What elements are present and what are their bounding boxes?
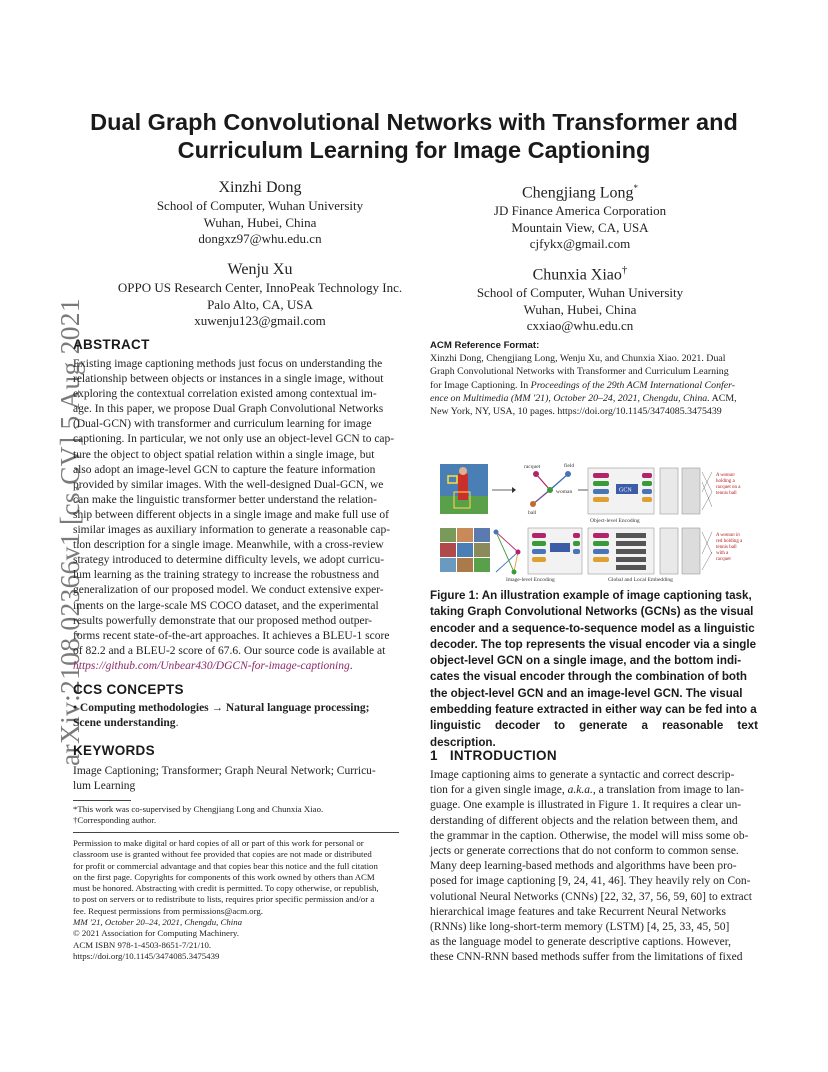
acm-ref-text: for Image Captioning. In — [430, 379, 531, 391]
gcn-label: GCN — [619, 487, 632, 494]
label-woman: woman — [556, 489, 573, 495]
intro-line: as the language model to generate descriptive captions. However, — [430, 936, 731, 949]
abstract-line: relationship between objects or instances in a single image, without — [73, 373, 384, 386]
author-email[interactable]: cjfykx@gmail.com — [529, 236, 631, 252]
author-name-text: Chunxia Xiao — [532, 266, 622, 284]
object-graph — [524, 462, 574, 516]
tennis-photo — [440, 464, 488, 514]
author-mark: † — [621, 264, 628, 276]
acm-ref-text: ACM, — [709, 392, 737, 404]
author-block-2 — [410, 178, 750, 253]
decoder-block-bottom — [682, 528, 700, 574]
doi-line[interactable]: https://doi.org/10.1145/3474085.3475439 — [73, 950, 220, 961]
author-location: Mountain View, CA, USA — [511, 219, 649, 235]
abstract-line: results powerfully demonstrate that our proposed method outper- — [73, 614, 373, 627]
acm-ref-heading: ACM Reference Format: — [430, 340, 540, 351]
permission-block — [73, 838, 399, 962]
output-caption-bottom-1: A woman in — [716, 533, 740, 538]
keywords-line-1: Image Captioning; Transformer; Graph Neural Network; Curricu- — [73, 765, 376, 777]
abstract-line: provided by similar images. With the well-designed Dual-GCN, we — [73, 478, 384, 491]
intro-line: Many deep learning-based methods and algorithms have been pro- — [430, 860, 737, 873]
caption-line: object-level GCN on a single image, and the bottom indi- — [430, 654, 742, 668]
author-location: Wuhan, Hubei, China — [523, 301, 637, 317]
decoder-net-bottom — [702, 532, 712, 570]
abstract-line: tion description for a single image. Meanwhile, with a cross-review — [73, 539, 384, 552]
abstract-line: strategy introduced to determine difficulty levels, we adopt curricu- — [73, 554, 385, 567]
intro-line — [430, 783, 758, 798]
author-name: Xinzhi Dong — [218, 179, 302, 196]
figure-1 — [440, 462, 758, 582]
ccs-line-2: Scene understanding. — [73, 717, 179, 730]
output-caption-bottom-4: with a — [716, 551, 729, 556]
abstract-heading: ABSTRACT — [73, 337, 150, 352]
arxiv-identifier[interactable]: arXiv:2108.02366v1 [cs.CV] 5 Aug 2021 — [54, 298, 85, 766]
acm-ref-line: Xinzhi Dong, Chengjiang Long, Wenju Xu, and Chunxia Xiao. 2021. Dual — [430, 353, 726, 364]
author-name — [410, 178, 750, 203]
caption-line: cates the visual encoder through the combination of both — [430, 670, 747, 684]
author-affiliation: JD Finance America Corporation — [493, 203, 667, 219]
author-block-3 — [95, 260, 425, 330]
caption-line: Figure 1: An illustration example of image captioning task, — [430, 589, 752, 602]
embedding-block — [660, 468, 678, 514]
intro-line: guage. One example is illustrated in Figure 1. It requires a clear un- — [430, 799, 742, 812]
caption-line: encoder and a sequence-to-sequence model as a linguistic — [430, 621, 755, 635]
footnote-star: *This work was co-supervised by Chengjiang Long and Chunxia Xiao. — [73, 804, 324, 814]
abstract-line: ture the object to object spatial relation within a single image, but — [73, 448, 375, 461]
acm-ref-proceedings: Proceedings of the 29th ACM International Confer- — [530, 379, 736, 391]
ccs-body — [73, 701, 399, 731]
acm-ref-line — [430, 379, 758, 392]
acm-ref-line: New York, NY, USA, 10 pages. https://doi.org/10.1145/3474085.3475439 — [430, 406, 722, 418]
intro-line: the grammar in the caption. Otherwise, the model will miss some ob- — [430, 829, 749, 842]
arrowhead — [512, 487, 516, 493]
source-code-link[interactable]: https://github.com/Unbear430/DGCN-for-image-captioning — [73, 659, 350, 672]
caption-line: embedding feature extracted in either way can be fed into a — [430, 703, 757, 717]
conference-line: MM '21, October 20–24, 2021, Chengdu, China — [73, 917, 243, 928]
abstract-line: age. In this paper, we propose Dual Graph Convolutional Networks — [73, 403, 384, 416]
author-affiliation: School of Computer, Wuhan University — [476, 285, 684, 301]
intro-line: Image captioning aims to generate a syntactic and correct descrip- — [430, 769, 735, 781]
section-number: 1 — [430, 748, 438, 763]
decoder-net-top — [702, 472, 712, 510]
output-caption-top-3: racquet on a — [716, 485, 741, 490]
intro-line: posed for image captioning [9, 24, 41, 46]. They heavily rely on Con- — [430, 875, 751, 888]
intro-body — [430, 768, 758, 966]
output-caption-top-1: A woman — [716, 473, 735, 478]
abstract-line: (Dual-GCN) with transformer and curriculum learning for image — [73, 418, 372, 431]
output-caption-bottom-3: tennis ball — [716, 545, 737, 550]
permission-line: to post on servers or to redistribute to lists, requires prior specific permission and/or a — [73, 894, 375, 905]
caption-line: the object-level GCN and an image-level GCN. The visual — [430, 686, 743, 700]
permission-line: on the first page. Copyrights for components of this work owned by others than ACM — [73, 871, 375, 882]
intro-line: these CNN-RNN based methods suffer from the limitations of fixed — [430, 951, 743, 964]
abstract-body — [73, 357, 399, 674]
title-line-2: Curriculum Learning for Image Captioning — [177, 137, 651, 163]
author-email[interactable]: xuwenju123@gmail.com — [194, 313, 326, 328]
footnotes — [73, 804, 399, 827]
author-name — [410, 260, 750, 285]
output-caption-top-4: tennis ball — [716, 491, 737, 496]
image-graph — [494, 530, 521, 575]
permission-line: must be honored. Abstracting with credit is permitted. To copy otherwise, or republish, — [73, 883, 379, 894]
permission-rule — [73, 832, 399, 833]
abstract-line: captioning. In particular, we not only use an object-level GCN to cap- — [73, 433, 395, 446]
abstract-line: ship between different objects in a single image and make full use of — [73, 508, 389, 521]
author-name-text: Chengjiang Long — [521, 184, 634, 202]
permission-line: fee. Request permissions from permissions@acm.org. — [73, 905, 263, 916]
permission-line: classroom use is granted without fee provided that copies are not made or distributed — [73, 849, 372, 860]
intro-line: (RNNs) like long-short-term memory (LSTM) [4, 25, 33, 45, 50] — [430, 921, 730, 934]
footnote-rule — [73, 800, 131, 801]
intro-heading — [430, 748, 758, 763]
intro-aka: a.k.a. — [567, 784, 593, 797]
acm-ref-body — [430, 352, 758, 418]
caption-line: taking Graph Convolutional Networks (GCNs) as the visual — [430, 605, 754, 619]
intro-line: hierarchical image features and take Recurrent Neural Networks — [430, 905, 726, 918]
abstract-line: can make the linguistic transformer better understand the relation- — [73, 493, 377, 506]
author-location: Palo Alto, CA, USA — [207, 296, 313, 312]
arxiv-sidebar — [8, 290, 85, 770]
global-local-embedding — [588, 528, 654, 574]
copyright-line: © 2021 Association for Computing Machinery. — [73, 928, 239, 939]
global-local-embedding-label: Global and Local Embedding — [608, 577, 673, 582]
title-line-1: Dual Graph Convolutional Networks with Transformer and — [90, 109, 738, 135]
object-level-encoding-label: Object-level Encoding — [590, 518, 640, 524]
author-affiliation: School of Computer, Wuhan University — [156, 198, 364, 213]
author-mark: * — [633, 183, 639, 193]
section-title: INTRODUCTION — [449, 748, 557, 763]
caption-line: decoder. The top represents the visual encoder via a single — [430, 637, 757, 651]
keywords-line-2: lum Learning — [73, 780, 136, 793]
abstract-line: similar images as auxiliary information to generate a reasonable cap- — [73, 524, 391, 537]
decoder-block — [682, 468, 700, 514]
similar-images-grid — [440, 528, 490, 572]
ccs-line-1: • Computing methodologies → Natural language processing; — [73, 702, 370, 714]
intro-text: tion for a given single image, — [430, 784, 568, 797]
intro-line: volutional Neural Networks (CNNs) [22, 32, 37, 56, 59, 60] to extract — [430, 890, 752, 903]
ccs-heading: CCS CONCEPTS — [73, 682, 184, 697]
abstract-line: generalization of our proposed model. We conduct extensive exper- — [73, 584, 384, 597]
abstract-line: Existing image captioning methods just focus on understanding the — [73, 358, 383, 370]
author-email[interactable]: dongxz97@whu.edu.cn — [198, 231, 322, 246]
output-caption-bottom-2: red holding a — [716, 539, 743, 544]
author-affiliation: OPPO US Research Center, InnoPeak Technology Inc. — [117, 280, 403, 295]
label-field: field — [564, 463, 575, 469]
paper-title — [70, 108, 758, 164]
caption-line: linguistic decoder to generate a reasonable text description. — [430, 719, 758, 749]
author-name: Wenju Xu — [227, 261, 293, 278]
author-block-4 — [410, 260, 750, 335]
intro-line: derstanding of different objects and the relation between them, and — [430, 814, 738, 827]
intro-text: , a translation from image to lan- — [592, 784, 744, 797]
abstract-line: of 82.2 and a BLEU-2 score of 67.6. Our source code is available at — [73, 644, 386, 657]
acm-ref-line: Graph Convolutional Networks with Transformer and Curriculum Learning — [430, 366, 729, 378]
label-ball: ball — [528, 510, 537, 516]
intro-line: jects or generate corrections that do not conform to common sense. — [430, 845, 739, 858]
footnote-dagger: †Corresponding author. — [73, 815, 157, 826]
permission-line: Permission to make digital or hard copies of all or part of this work for personal or — [73, 838, 364, 848]
figure-1-diagram — [440, 462, 758, 582]
acm-ref-venue: ence on Multimedia (MM '21), October 20–24, 2021, Chengdu, China. — [430, 392, 710, 404]
keywords-body — [73, 764, 399, 794]
author-block-1 — [95, 178, 425, 248]
image-encoder — [528, 528, 582, 574]
abstract-line: iments on the large-scale MS COCO dataset, and the experimental — [73, 599, 379, 612]
figure-1-caption — [430, 588, 758, 751]
abstract-line: forms recent state-of-the-art approaches. It achieves a BLEU-1 score — [73, 629, 390, 642]
isbn-line: ACM ISBN 978-1-4503-8651-7/21/10. — [73, 939, 212, 950]
output-caption-bottom-5: racquet — [716, 557, 731, 562]
keywords-heading: KEYWORDS — [73, 743, 155, 758]
abstract-line: exploring the contextual correlation existed among contextual im- — [73, 388, 377, 401]
output-caption-top-2: holding a — [716, 479, 735, 484]
ccs-line-2-text: Scene understanding — [73, 717, 176, 730]
permission-line: for profit or commercial advantage and that copies bear this notice and the full citation — [73, 860, 378, 871]
image-level-encoding-label: Image-level Encoding — [506, 577, 555, 582]
abstract-line: also adopt an image-level GCN to capture the feature information — [73, 463, 376, 476]
author-location: Wuhan, Hubei, China — [203, 214, 317, 230]
embedding-block-bottom — [660, 528, 678, 574]
abstract-line: lum learning as the training strategy to increase the robustness and — [73, 569, 379, 582]
author-email[interactable]: cxxiao@whu.edu.cn — [526, 318, 634, 334]
abstract-line-last: https://github.com/Unbear430/DGCN-for-image-captioning. — [73, 659, 353, 672]
acm-ref-line — [430, 392, 758, 405]
object-encoder-top — [588, 468, 654, 514]
label-racquet: racquet — [524, 464, 541, 470]
